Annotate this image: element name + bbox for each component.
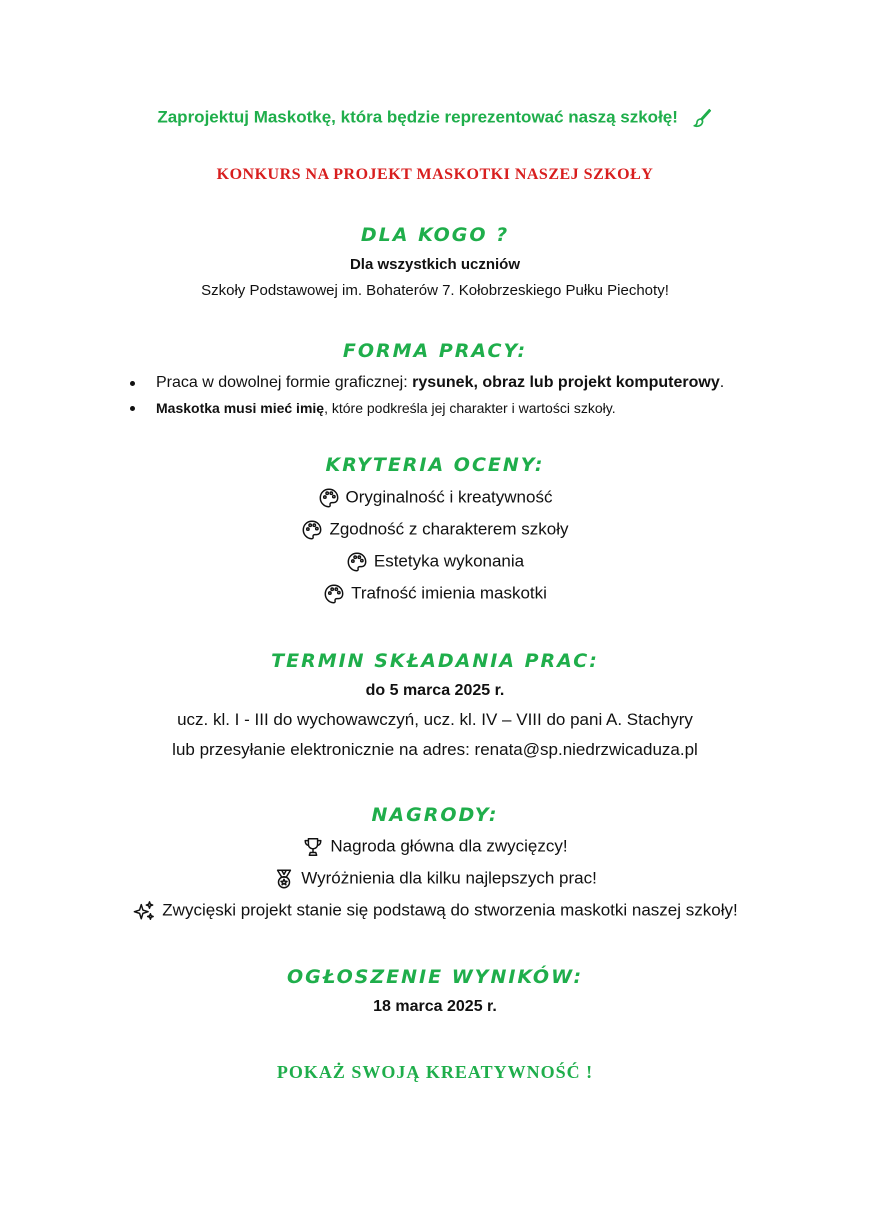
form-item-bold: Maskotka musi mieć imię xyxy=(156,400,325,416)
list-item xyxy=(130,396,724,420)
criteria-item-text: Trafność imienia maskotki xyxy=(351,583,547,603)
criteria-item xyxy=(0,487,870,509)
prize-item-text: Zwycięski projekt stanie się podstawą do stworzenia maskotki naszej szkoły! xyxy=(162,900,738,920)
criteria-item-text: Estetyka wykonania xyxy=(373,551,525,571)
prize-item xyxy=(0,900,870,922)
form-item-text: Praca w dowolnej formie graficznej: xyxy=(156,374,413,391)
closing-slogan: POKAŻ SWOJĄ KREATYWNOŚĆ ! xyxy=(276,1062,594,1082)
contest-title: KONKURS NA PROJEKT MASKOTKI NASZEJ SZKOŁY xyxy=(216,166,654,183)
audience-heading: DLA KOGO ? xyxy=(360,224,510,246)
deadline-line-1: ucz. kl. I - III do wychowawczyń, ucz. kl. IV – VIII do pani A. Stachyry xyxy=(177,710,693,729)
bullet-dot xyxy=(130,406,135,411)
intro-text: Zaprojektuj Maskotkę, która będzie reprezentować naszą szkołę! xyxy=(157,107,678,127)
criteria-item-text: Zgodność z charakterem szkoły xyxy=(329,519,569,539)
trophy-icon xyxy=(302,836,324,858)
deadline-heading: TERMIN SKŁADANIA PRAC: xyxy=(271,650,599,672)
criteria-item-text: Oryginalność i kreatywność xyxy=(345,487,553,507)
criteria-item xyxy=(0,551,870,573)
results-date: 18 marca 2025 r. xyxy=(373,998,497,1015)
form-list xyxy=(130,372,724,420)
audience-line-1: Dla wszystkich uczniów xyxy=(349,256,521,273)
criteria-heading: KRYTERIA OCENY: xyxy=(325,454,545,476)
form-item-text-end: . xyxy=(719,374,725,391)
bullet-dot xyxy=(130,381,135,386)
palette-icon xyxy=(323,583,345,605)
prize-item xyxy=(0,868,870,890)
deadline-date: do 5 marca 2025 r. xyxy=(365,682,505,699)
prize-item-text: Wyróżnienia dla kilku najlepszych prac! xyxy=(301,868,597,888)
form-item-bold: rysunek, obraz lub projekt komputerowy xyxy=(412,374,720,391)
intro-line xyxy=(0,107,870,129)
criteria-item xyxy=(0,583,870,605)
criteria-item xyxy=(0,519,870,541)
audience-line-2: Szkoły Podstawowej im. Bohaterów 7. Kołobrzeskiego Pułku Piechoty! xyxy=(201,282,669,299)
deadline-line-2: lub przesyłanie elektronicznie na adres: renata@sp.niedrzwicaduza.pl xyxy=(172,740,698,759)
palette-icon xyxy=(301,519,323,541)
palette-icon xyxy=(318,487,340,509)
form-heading: FORMA PRACY: xyxy=(342,340,528,362)
form-item-text: , które podkreśla jej charakter i wartości szkoły. xyxy=(324,400,616,416)
results-heading: OGŁOSZENIE WYNIKÓW: xyxy=(286,966,584,988)
prize-item-text: Nagroda główna dla zwycięzcy! xyxy=(330,836,568,856)
prizes-heading: NAGRODY: xyxy=(371,804,499,826)
palette-icon xyxy=(346,551,368,573)
sparkles-icon xyxy=(132,900,156,922)
paintbrush-icon xyxy=(691,107,713,129)
list-item xyxy=(130,372,724,394)
prize-item xyxy=(0,836,870,858)
medal-icon xyxy=(273,868,295,890)
